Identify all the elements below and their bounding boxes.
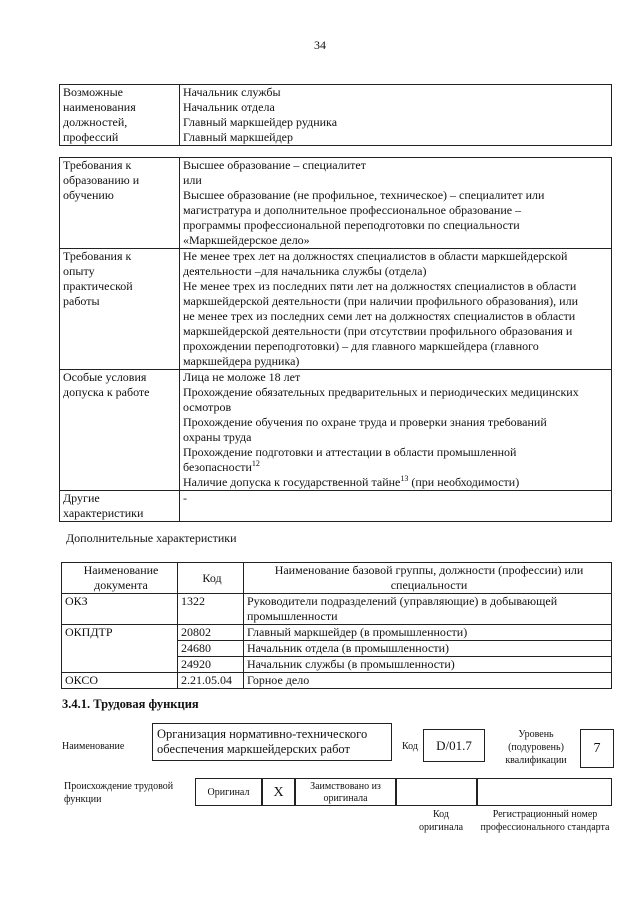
job-title: Главный маркшейдер рудника <box>183 115 338 129</box>
original-code-caption: Код оригинала <box>418 809 464 833</box>
job-titles-table <box>59 84 612 146</box>
header-name: Наименование базовой группы, должности (профессии) или специальности <box>244 563 612 594</box>
original-code-cell <box>396 778 477 806</box>
classifiers-table <box>61 562 612 689</box>
qualification-level-box: 7 <box>580 729 614 768</box>
name-cell: Главный маркшейдер (в промышленности) Начальник отдела (в промышленности) Начальник службы (в промышленности) <box>244 625 612 673</box>
code-box: D/01.7 <box>423 729 485 762</box>
header-code: Код <box>178 563 244 594</box>
registration-number-cell <box>477 778 612 806</box>
additional-characteristics-title: Дополнительные характеристики <box>66 531 237 545</box>
job-title: Главный маркшейдер <box>183 130 294 144</box>
education-value: Высшее образование – специалитет или Высшее образование (не профильное, техническое) – специалитет или магистратура и дополнительное профессиональное образование – программы профессиональной переподготовки по специальности «Маркшейдерское дело» <box>180 158 612 249</box>
table-row <box>62 594 612 625</box>
name-cell: Руководители подразделений (управляющие) в добывающей промышленности <box>244 594 612 625</box>
code-label: Код <box>402 741 418 752</box>
function-name-label: Наименование <box>62 741 125 752</box>
special-conditions-row <box>60 370 612 491</box>
other-characteristics-value: - <box>180 491 612 522</box>
table-row <box>62 673 612 689</box>
special-conditions-label: Особые условия допуска к работе <box>60 370 180 491</box>
education-label: Требования к образованию и обучению <box>60 158 180 249</box>
doc-cell: ОКСО <box>62 673 178 689</box>
experience-value: Не менее трех лет на должностях специалистов в области маркшейдерской деятельности –для начальника службы (отдела) Не менее трех из последних пяти лет на должностях специалистов в области маркшейдерской деятельности (при наличии профильного образования), или не менее трех из последних семи лет на должностях специалистов в области маркшейдерской деятельности (при отсутствии профильного образования и прохождении переподготовки) – для главного маркшейдера (главного маркшейдера рудника) <box>180 249 612 370</box>
doc-cell: ОКЗ <box>62 594 178 625</box>
experience-row <box>60 249 612 370</box>
function-name-box: Организация нормативно-технического обеспечения маркшейдерских работ <box>152 723 392 761</box>
job-title: Начальник службы <box>183 85 281 99</box>
experience-label: Требования к опыту практической работы <box>60 249 180 370</box>
table-header-row <box>62 563 612 594</box>
education-row <box>60 158 612 249</box>
section-title: 3.4.1. Трудовая функция <box>62 697 199 711</box>
doc-cell: ОКПДТР <box>62 625 178 673</box>
other-characteristics-row <box>60 491 612 522</box>
borrowed-cell: Заимствовано из оригинала <box>295 778 396 806</box>
code-cell: 1322 <box>178 594 244 625</box>
special-conditions-value: Лица не моложе 18 лет Прохождение обязательных предварительных и периодических медицинских осмотров Прохождение обучения по охране труда и проверки знания требований охраны труда Прохождение подготовки и аттестации в области промышленной безопасности$^{12}$ Наличие допуска к государственной тайне$^{13}$ (при необходимости) <box>180 370 612 491</box>
page-number: 34 <box>314 38 326 52</box>
name-cell: Горное дело <box>244 673 612 689</box>
code-cell: 2.21.05.04 <box>178 673 244 689</box>
job-titles-label: Возможные наименования должностей, профессий <box>60 85 180 146</box>
qualification-level-label: Уровень (подуровень) квалификации <box>505 729 567 766</box>
registration-number-caption: Регистрационный номер профессионального стандарта <box>480 809 610 833</box>
footnote-ref: 12 <box>251 459 260 468</box>
original-mark: X <box>262 778 295 806</box>
function-origin-label: Происхождение трудовой функции <box>64 781 174 805</box>
table-row <box>62 625 612 673</box>
footnote-ref: 13 <box>400 474 409 483</box>
code-cell: 20802 24680 24920 <box>178 625 244 673</box>
requirements-table <box>59 157 612 522</box>
job-titles-values <box>180 85 612 146</box>
original-cell: Оригинал <box>195 778 262 806</box>
other-characteristics-label: Другие характеристики <box>60 491 180 522</box>
job-title: Начальник отдела <box>183 100 275 114</box>
header-document: Наименование документа <box>62 563 178 594</box>
